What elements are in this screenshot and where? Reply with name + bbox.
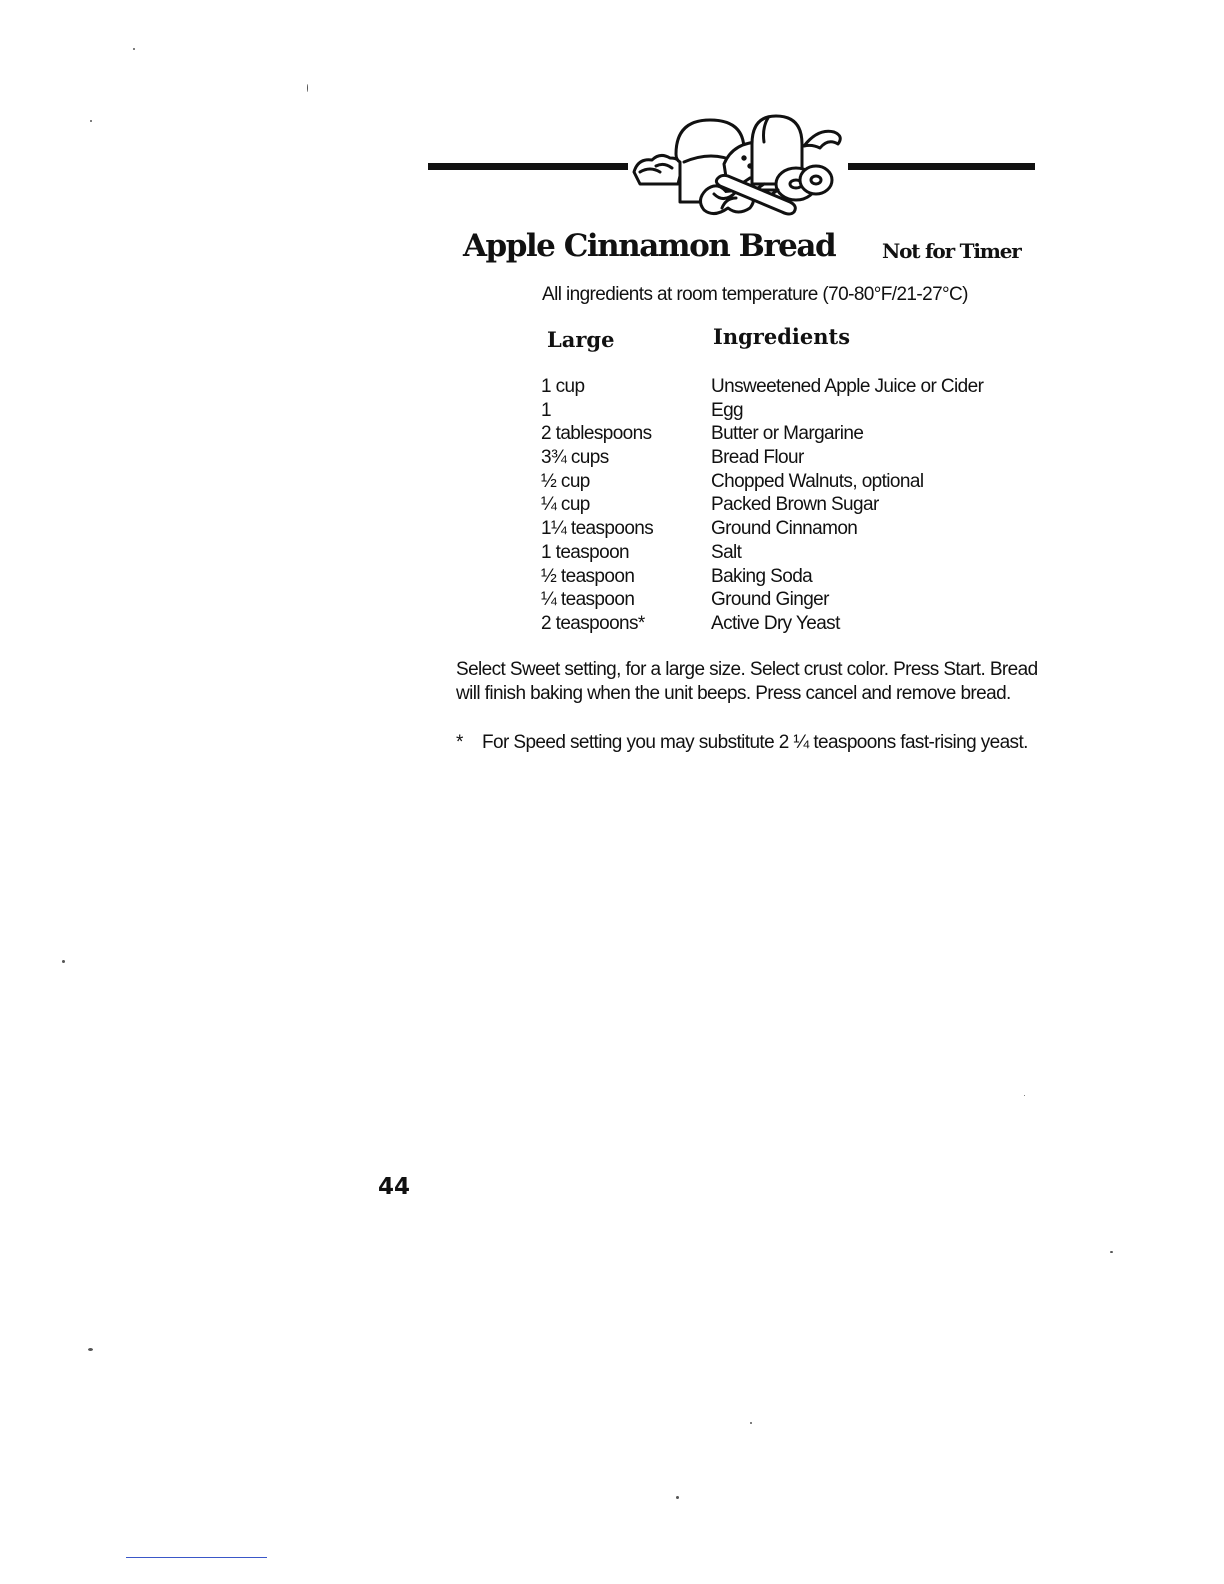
footnote bbox=[456, 731, 1028, 755]
bread-basket-icon bbox=[628, 110, 848, 220]
timer-note: Not for Timer bbox=[882, 239, 1021, 263]
ingredient-amount: 1 bbox=[541, 399, 551, 421]
ingredient-row bbox=[541, 470, 1001, 494]
temperature-note: All ingredients at room temperature (70-80°F/21-27°C) bbox=[542, 284, 968, 305]
column-header-amount: Large bbox=[547, 327, 615, 352]
ingredient-row bbox=[541, 493, 1001, 517]
ingredient-name: Ground Ginger bbox=[711, 589, 829, 611]
scan-speck bbox=[676, 1496, 679, 1499]
ingredient-row bbox=[541, 517, 1001, 541]
footnote-text: For Speed setting you may substitute 2 ¼ teaspoons fast-rising yeast. bbox=[482, 732, 1028, 753]
instructions bbox=[456, 658, 1038, 706]
ingredient-name: Egg bbox=[711, 399, 744, 421]
column-header-ingredient: Ingredients bbox=[713, 324, 851, 349]
ingredient-name: Bread Flour bbox=[711, 447, 804, 469]
ingredient-row bbox=[541, 565, 1001, 589]
ingredient-amount: 1¼ teaspoons bbox=[541, 518, 654, 540]
bottom-edge-line bbox=[126, 1557, 267, 1558]
ingredient-row bbox=[541, 375, 1001, 399]
ingredient-row bbox=[541, 541, 1001, 565]
footnote-marker: * bbox=[456, 732, 463, 753]
instructions-line: Select Sweet setting, for a large size. Select crust color. Press Start. Bread bbox=[456, 659, 1038, 680]
ingredient-amount: ¼ teaspoon bbox=[541, 589, 635, 611]
scan-speck bbox=[90, 120, 92, 122]
ingredient-row bbox=[541, 612, 1001, 636]
scan-speck bbox=[88, 1348, 93, 1351]
ingredient-amount: 2 tablespoons bbox=[541, 423, 652, 445]
ingredient-list bbox=[541, 375, 1001, 636]
instructions-line: will finish baking when the unit beeps. Press cancel and remove bread. bbox=[456, 683, 1011, 704]
ingredient-row bbox=[541, 422, 1001, 446]
ingredient-name: Packed Brown Sugar bbox=[711, 494, 879, 516]
recipe-title: Apple Cinnamon Bread bbox=[463, 228, 836, 264]
ingredient-amount: ¼ cup bbox=[541, 494, 590, 516]
ingredient-amount: 1 teaspoon bbox=[541, 541, 630, 563]
ingredient-name: Active Dry Yeast bbox=[711, 612, 840, 634]
scan-speck bbox=[133, 48, 135, 50]
ingredient-row bbox=[541, 399, 1001, 423]
ingredient-row bbox=[541, 588, 1001, 612]
ingredient-amount: ½ cup bbox=[541, 470, 590, 492]
scan-speck bbox=[1110, 1251, 1113, 1253]
scan-speck bbox=[307, 84, 308, 92]
ingredient-name: Ground Cinnamon bbox=[711, 518, 858, 540]
scan-speck bbox=[62, 960, 65, 963]
ingredient-name: Butter or Margarine bbox=[711, 423, 864, 445]
ingredient-row bbox=[541, 446, 1001, 470]
ingredient-name: Unsweetened Apple Juice or Cider bbox=[711, 376, 984, 397]
ingredient-name: Salt bbox=[711, 541, 742, 563]
ingredient-amount: ½ teaspoon bbox=[541, 565, 635, 587]
ingredient-amount: 3¾ cups bbox=[541, 447, 609, 469]
ingredient-amount: 1 cup bbox=[541, 376, 585, 397]
scan-speck bbox=[1024, 1095, 1025, 1096]
ingredient-amount: 2 teaspoons* bbox=[541, 612, 645, 634]
page-number: 44 bbox=[378, 1174, 411, 1200]
ingredient-name: Chopped Walnuts, optional bbox=[711, 470, 924, 492]
scan-speck bbox=[750, 1422, 752, 1424]
ingredient-name: Baking Soda bbox=[711, 565, 813, 587]
